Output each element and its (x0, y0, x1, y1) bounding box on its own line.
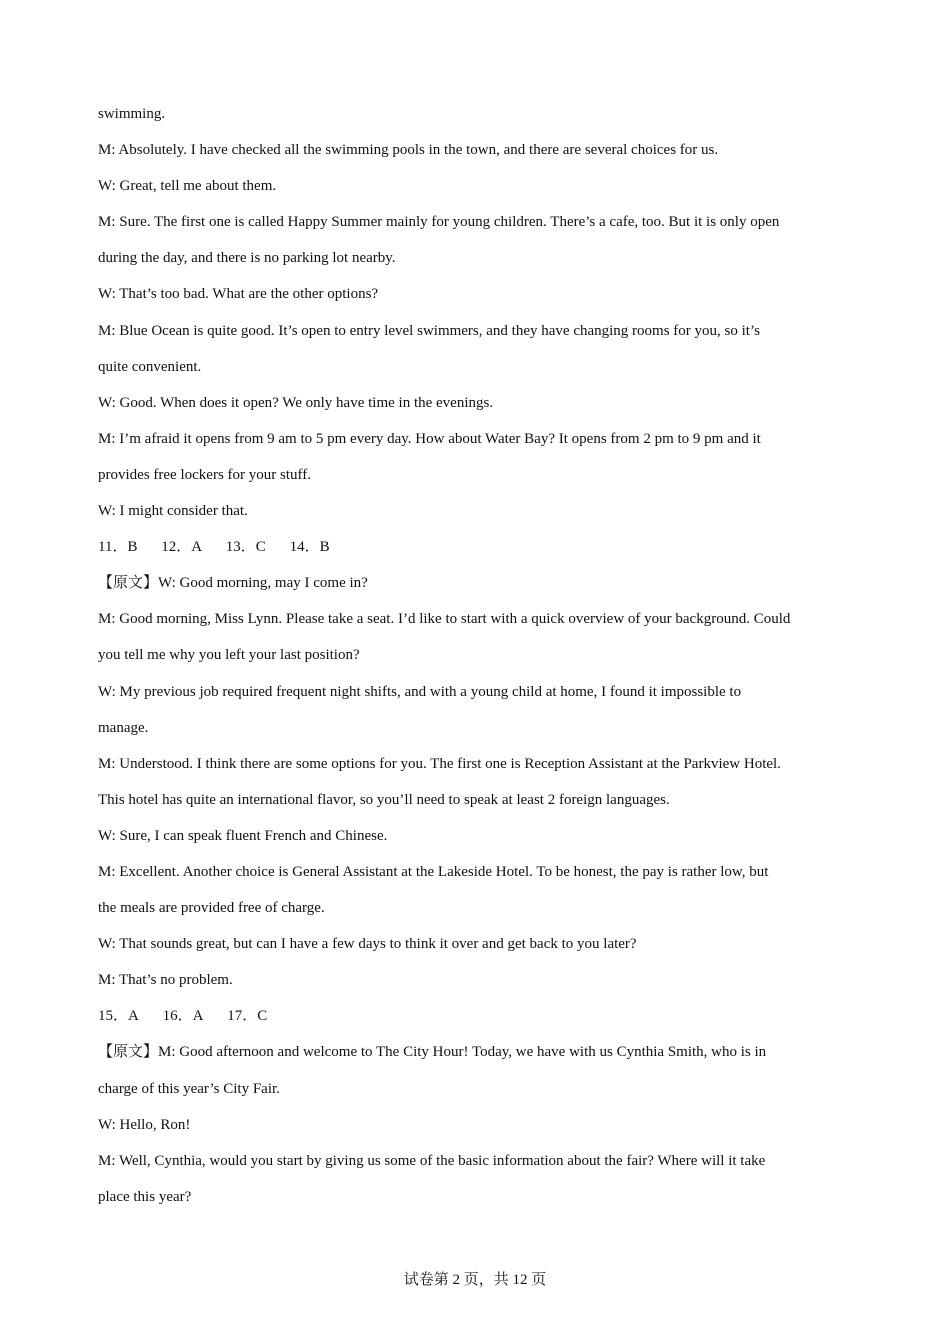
text-line: M: That’s no problem. (98, 972, 233, 989)
answer-item: 17．C (227, 1008, 268, 1025)
text-line: you tell me why you left your last position? (98, 647, 360, 664)
text-line: place this year? (98, 1188, 192, 1205)
text-line: M: Understood. I think there are some options for you. The first one is Reception Assistant at the Parkview Hotel. (98, 755, 781, 772)
text-line: W: My previous job required frequent night shifts, and with a young child at home, I found it impossible to (98, 683, 742, 700)
answer-item: 14．B (289, 539, 330, 556)
answer-item: 12．A (161, 539, 203, 556)
text-line: charge of this year’s City Fair. (98, 1080, 280, 1097)
text-line: quite convenient. (98, 358, 202, 375)
transcript-body (98, 96, 858, 1215)
text-line: W: That sounds great, but can I have a few days to think it over and get back to you later? (98, 936, 637, 953)
text-line: W: I might consider that. (98, 503, 248, 520)
text-line: 【原文】M: Good afternoon and welcome to The City Hour! Today, we have with us Cynthia Smith, who is in (98, 1044, 767, 1061)
text-line: manage. (98, 719, 149, 736)
text-line: M: I’m afraid it opens from 9 am to 5 pm every day. How about Water Bay? It opens from 2 pm to 9 pm and it (98, 430, 761, 447)
text-line: M: Well, Cynthia, would you start by giving us some of the basic information about the fair? Where will it take (98, 1152, 766, 1169)
answer-row (98, 529, 858, 565)
text-line: M: Excellent. Another choice is General Assistant at the Lakeside Hotel. To be honest, the pay is rather low, but (98, 863, 769, 880)
text-line: M: Good morning, Miss Lynn. Please take a seat. I’d like to start with a quick overview of your background. Could (98, 611, 791, 628)
answer-item: 15．A (98, 1008, 139, 1025)
answer-item: 11．B (98, 539, 138, 556)
text-line: swimming. (98, 106, 166, 122)
text-line: W: Sure, I can speak fluent French and Chinese. (98, 827, 388, 844)
answer-item: 13．C (225, 539, 266, 556)
text-line: M: Sure. The first one is called Happy Summer mainly for young children. There’s a cafe, too. But it is only open (98, 214, 780, 231)
text-line: W: Great, tell me about them. (98, 178, 277, 195)
text-line: provides free lockers for your stuff. (98, 466, 311, 483)
text-line: W: Good. When does it open? We only have time in the evenings. (98, 394, 494, 411)
text-line: W: Hello, Ron! (98, 1116, 191, 1133)
text-line: W: That’s too bad. What are the other options? (98, 286, 379, 303)
text-line: during the day, and there is no parking lot nearby. (98, 250, 396, 267)
text-line: 【原文】W: Good morning, may I come in? (98, 575, 368, 592)
answer-row (98, 998, 858, 1034)
text-line: M: Blue Ocean is quite good. It’s open to entry level swimmers, and they have changing rooms for you, so it’s (98, 322, 760, 339)
answer-item: 16．A (162, 1008, 204, 1025)
text-line: the meals are provided free of charge. (98, 900, 325, 917)
text-line: M: Absolutely. I have checked all the swimming pools in the town, and there are several choices for us. (98, 142, 719, 159)
text-line: This hotel has quite an international flavor, so you’ll need to speak at least 2 foreign languages. (98, 791, 670, 808)
page-footer: 试卷第 2 页，共 12 页 (403, 1272, 547, 1288)
